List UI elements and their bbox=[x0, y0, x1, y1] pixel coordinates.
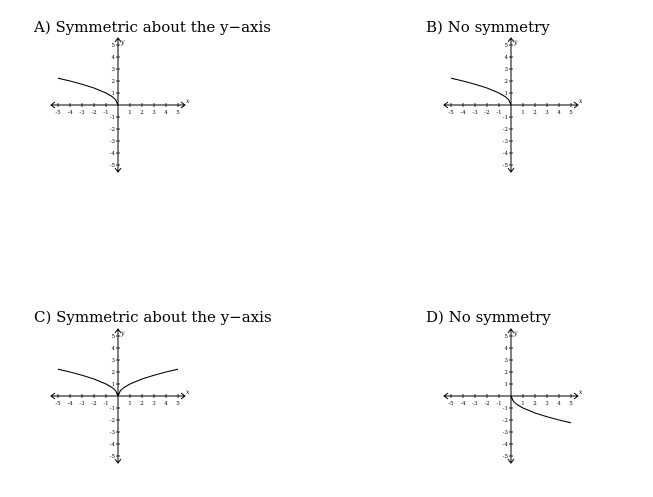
graph-curve bbox=[58, 369, 118, 396]
y-tick-label: -2 bbox=[502, 127, 508, 133]
y-tick-label: -3 bbox=[109, 139, 115, 145]
y-tick-label: 3 bbox=[504, 358, 508, 364]
choice-d-label: D) No symmetry bbox=[426, 308, 551, 326]
x-tick-label: 3 bbox=[545, 401, 549, 407]
choice-a-label: A) Symmetric about the y−axis bbox=[34, 18, 271, 36]
x-tick-label: 5 bbox=[569, 401, 573, 407]
y-tick-label: -4 bbox=[502, 151, 508, 157]
x-tick-label: -5 bbox=[448, 401, 454, 407]
x-tick-label: 5 bbox=[176, 401, 180, 407]
x-tick-label: 4 bbox=[164, 401, 168, 407]
choice-c-graph bbox=[48, 326, 188, 466]
y-tick-label: -2 bbox=[109, 127, 115, 133]
y-tick-label: -1 bbox=[502, 115, 508, 121]
choice-b-label: B) No symmetry bbox=[426, 18, 550, 36]
y-tick-label: -5 bbox=[109, 454, 115, 460]
y-tick-label: 3 bbox=[504, 67, 508, 73]
x-axis-label: x bbox=[186, 98, 190, 105]
y-tick-label: 1 bbox=[504, 382, 508, 388]
y-tick-label: 4 bbox=[111, 55, 115, 61]
x-axis-label: x bbox=[579, 98, 583, 105]
x-tick-label: -5 bbox=[448, 110, 454, 116]
x-tick-label: 3 bbox=[152, 401, 156, 407]
x-tick-label: -4 bbox=[67, 401, 73, 407]
y-tick-label: 5 bbox=[504, 334, 508, 340]
x-tick-label: -1 bbox=[496, 401, 502, 407]
graph-curve bbox=[451, 78, 511, 105]
x-tick-label: -5 bbox=[55, 110, 61, 116]
y-tick-label: -4 bbox=[502, 442, 508, 448]
x-tick-label: -3 bbox=[472, 401, 478, 407]
y-tick-label: -5 bbox=[109, 163, 115, 169]
x-tick-label: -4 bbox=[67, 110, 73, 116]
y-tick-label: -2 bbox=[502, 418, 508, 424]
x-tick-label: 2 bbox=[140, 110, 144, 116]
y-tick-label: 5 bbox=[111, 334, 115, 340]
y-tick-label: -1 bbox=[502, 406, 508, 412]
y-tick-label: 1 bbox=[111, 91, 115, 97]
y-tick-label: 2 bbox=[504, 370, 508, 376]
x-tick-label: 4 bbox=[164, 110, 168, 116]
y-tick-label: -4 bbox=[109, 151, 115, 157]
x-tick-label: -1 bbox=[103, 401, 109, 407]
y-tick-label: 4 bbox=[504, 346, 508, 352]
x-tick-label: 2 bbox=[140, 401, 144, 407]
x-tick-label: -2 bbox=[484, 401, 490, 407]
y-tick-label: -4 bbox=[109, 442, 115, 448]
x-tick-label: 1 bbox=[521, 401, 525, 407]
y-tick-label: -3 bbox=[502, 139, 508, 145]
x-tick-label: 4 bbox=[557, 110, 561, 116]
x-tick-label: 4 bbox=[557, 401, 561, 407]
y-axis-label: y bbox=[514, 330, 518, 337]
x-tick-label: 5 bbox=[569, 110, 573, 116]
y-tick-label: -1 bbox=[109, 115, 115, 121]
y-tick-label: -3 bbox=[109, 430, 115, 436]
choice-a-graph bbox=[48, 35, 188, 175]
x-tick-label: -2 bbox=[484, 110, 490, 116]
x-tick-label: 1 bbox=[128, 401, 132, 407]
y-tick-label: -2 bbox=[109, 418, 115, 424]
graph-curve bbox=[118, 369, 178, 396]
x-tick-label: 2 bbox=[533, 110, 537, 116]
y-tick-label: 4 bbox=[504, 55, 508, 61]
y-tick-label: -1 bbox=[109, 406, 115, 412]
x-tick-label: -4 bbox=[460, 110, 466, 116]
x-tick-label: 1 bbox=[128, 110, 132, 116]
y-tick-label: 1 bbox=[111, 382, 115, 388]
y-tick-label: 3 bbox=[111, 67, 115, 73]
y-axis-label: y bbox=[121, 39, 125, 46]
graph-curve bbox=[58, 78, 118, 105]
x-tick-label: -3 bbox=[472, 110, 478, 116]
x-tick-label: 1 bbox=[521, 110, 525, 116]
x-tick-label: -3 bbox=[79, 401, 85, 407]
x-tick-label: 5 bbox=[176, 110, 180, 116]
y-tick-label: 4 bbox=[111, 346, 115, 352]
y-tick-label: 5 bbox=[111, 43, 115, 49]
choice-b-graph bbox=[441, 35, 581, 175]
x-tick-label: 3 bbox=[152, 110, 156, 116]
y-tick-label: 2 bbox=[504, 79, 508, 85]
x-tick-label: -2 bbox=[91, 401, 97, 407]
y-tick-label: -5 bbox=[502, 454, 508, 460]
y-tick-label: 2 bbox=[111, 370, 115, 376]
x-tick-label: -5 bbox=[55, 401, 61, 407]
y-tick-label: 2 bbox=[111, 79, 115, 85]
y-tick-label: -5 bbox=[502, 163, 508, 169]
choice-c-label: C) Symmetric about the y−axis bbox=[34, 308, 272, 326]
y-tick-label: 5 bbox=[504, 43, 508, 49]
graph-curve bbox=[511, 396, 571, 423]
x-axis-label: x bbox=[579, 389, 583, 396]
x-tick-label: -1 bbox=[103, 110, 109, 116]
x-axis-label: x bbox=[186, 389, 190, 396]
y-tick-label: 1 bbox=[504, 91, 508, 97]
y-axis-label: y bbox=[121, 330, 125, 337]
x-tick-label: -3 bbox=[79, 110, 85, 116]
x-tick-label: 3 bbox=[545, 110, 549, 116]
x-tick-label: -2 bbox=[91, 110, 97, 116]
y-tick-label: -3 bbox=[502, 430, 508, 436]
y-tick-label: 3 bbox=[111, 358, 115, 364]
y-axis-label: y bbox=[514, 39, 518, 46]
x-tick-label: -1 bbox=[496, 110, 502, 116]
x-tick-label: -4 bbox=[460, 401, 466, 407]
x-tick-label: 2 bbox=[533, 401, 537, 407]
choice-d-graph bbox=[441, 326, 581, 466]
